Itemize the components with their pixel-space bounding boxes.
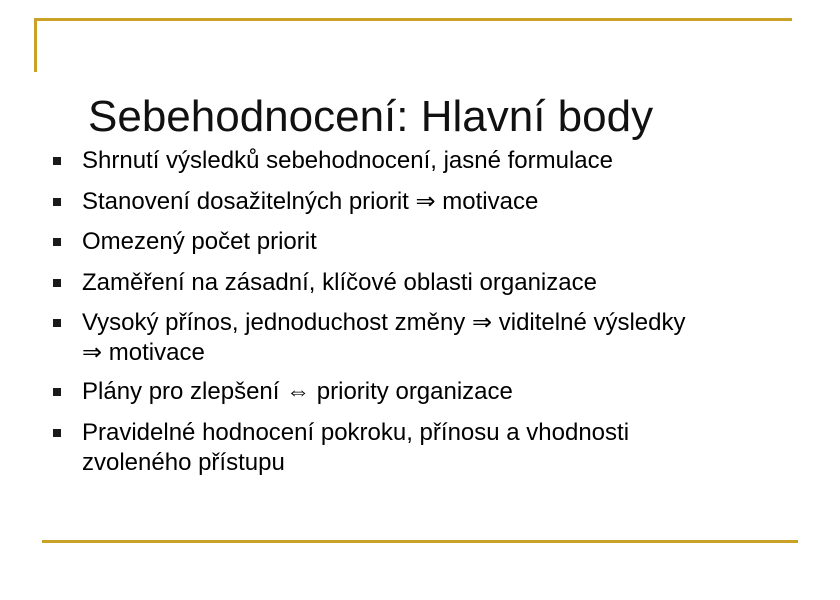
bullet-text-continuation: zvoleného přístupu xyxy=(82,448,285,476)
square-bullet-icon xyxy=(53,157,61,165)
bullet-item-4 xyxy=(50,268,810,298)
square-bullet-icon xyxy=(53,198,61,206)
square-bullet-icon xyxy=(53,388,61,396)
square-bullet-icon xyxy=(53,319,61,327)
bullet-item-3 xyxy=(50,227,810,257)
bullet-item-6 xyxy=(50,377,810,407)
left-decor-line xyxy=(34,18,37,72)
bullet-text: Plány pro zlepšení ⇔ priority organizace xyxy=(82,378,513,405)
bullet-text: Stanovení dosažitelných priorit ⇒ motivace xyxy=(82,187,539,215)
bullet-item-5 xyxy=(50,308,810,368)
bullet-text: Shrnutí výsledků sebehodnocení, jasné formulace xyxy=(82,147,613,174)
bullet-text: Pravidelné hodnocení pokroku, přínosu a vhodnosti xyxy=(82,418,630,446)
bullet-text: Omezený počet priorit xyxy=(82,228,317,255)
bullet-text: Zaměření na zásadní, klíčové oblasti organizace xyxy=(82,268,597,296)
square-bullet-icon xyxy=(53,238,61,246)
square-bullet-icon xyxy=(53,279,61,287)
bullet-item-1 xyxy=(50,146,810,176)
bullet-item-2 xyxy=(50,187,810,217)
bullet-list xyxy=(50,146,810,488)
bullet-text-continuation: ⇒ motivace xyxy=(82,339,205,366)
bottom-decor-line xyxy=(42,540,798,543)
bullet-text: Vysoký přínos, jednoduchost změny ⇒ viditelné výsledky xyxy=(82,309,686,336)
square-bullet-icon xyxy=(53,429,61,437)
slide-title: Sebehodnocení: Hlavní body xyxy=(88,92,654,141)
top-decor-line xyxy=(34,18,792,21)
bullet-item-7 xyxy=(50,418,810,478)
